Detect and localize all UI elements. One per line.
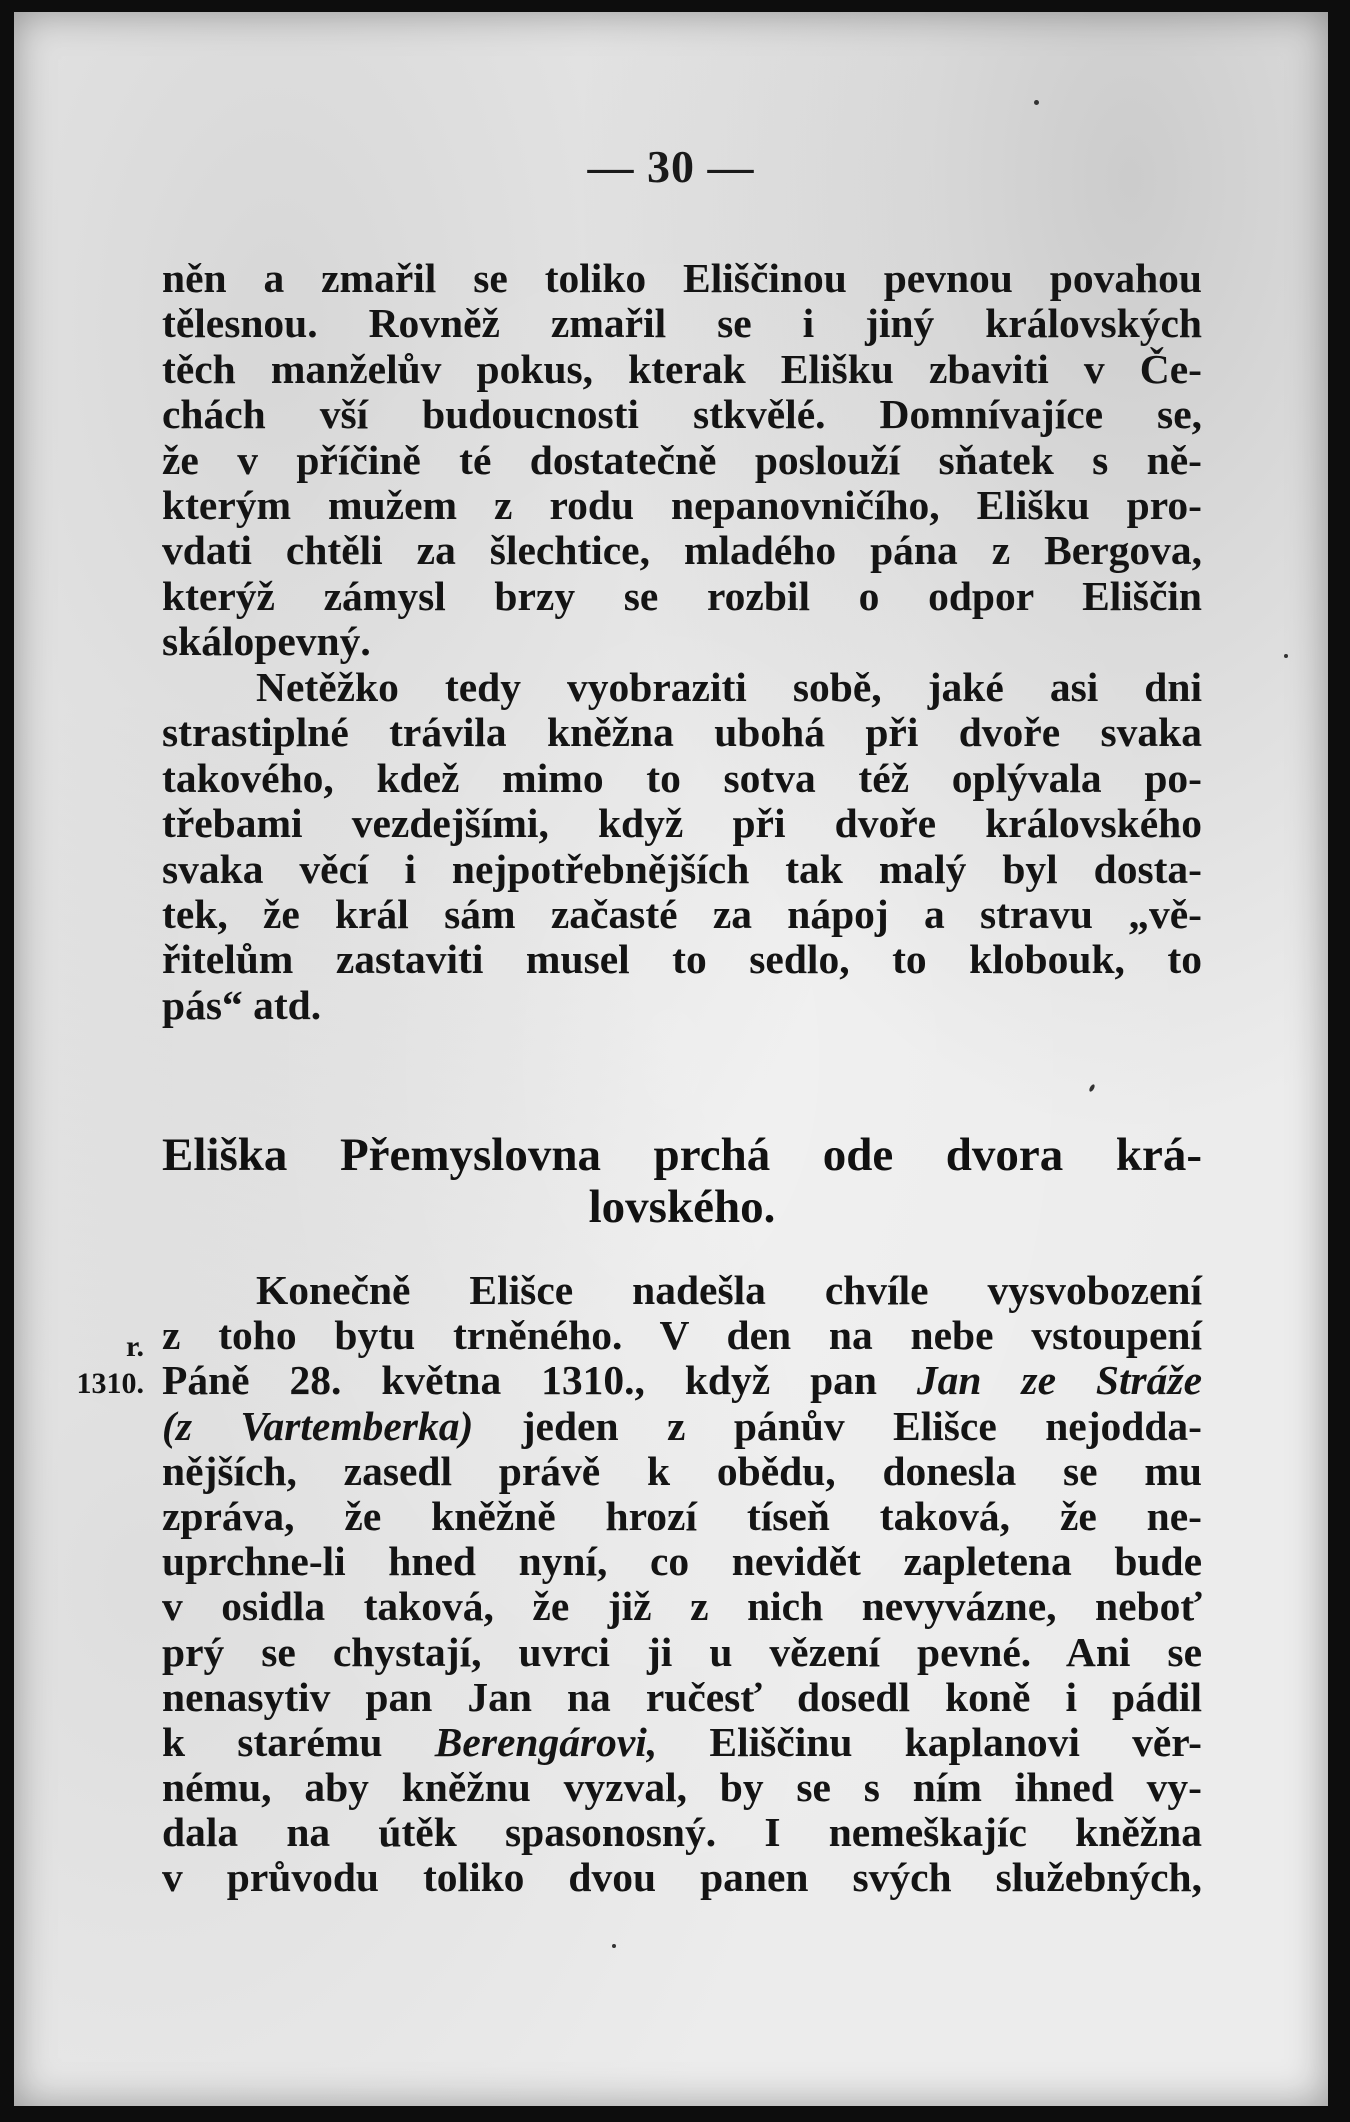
text-line: třebami vezdejšími, když při dvoře královského bbox=[162, 800, 1202, 847]
margin-note-year: 1310. bbox=[76, 1367, 144, 1400]
heading-line: lovského. bbox=[588, 1181, 776, 1233]
text-line: z toho bytu trněného. V den na nebe vstoupení bbox=[162, 1312, 1202, 1359]
text-line: Netěžko tedy vyobraziti sobě, jaké asi dni bbox=[256, 664, 1202, 710]
text-line: dala na útěk spasonosný. I nemeškajíc kněžna bbox=[162, 1809, 1202, 1856]
text-line: nějších, zasedl právě k obědu, donesla se mu bbox=[162, 1447, 1202, 1494]
text-run: Eliščinu kaplanovi věr- bbox=[657, 1718, 1203, 1765]
text-line: vdati chtěli za šlechtice, mladého pána z Bergova, bbox=[162, 527, 1202, 574]
book-page bbox=[14, 12, 1328, 2106]
ink-speck bbox=[1088, 1084, 1095, 1093]
text-line bbox=[162, 1404, 1202, 1449]
text-line: svaka věcí i nejpotřebnějších tak malý byl dosta- bbox=[162, 845, 1202, 892]
text-line: uprchne-li hned nyní, co nevidět zapletena bude bbox=[162, 1538, 1202, 1585]
paragraph-1 bbox=[162, 256, 1202, 665]
text-line: něn a zmařil se toliko Eliščinou pevnou povahou bbox=[162, 255, 1202, 301]
text-line: řitelům zastaviti musel to sedlo, to klobouk, to bbox=[162, 936, 1202, 983]
italic-name: Jan ze Stráže bbox=[916, 1357, 1202, 1404]
paragraph-3 bbox=[162, 1268, 1202, 1901]
text-run: jeden z pánův Elišce nejodda- bbox=[473, 1402, 1202, 1449]
text-run: Páně 28. května 1310., když pan bbox=[162, 1357, 917, 1404]
paragraph-2 bbox=[162, 665, 1202, 1028]
ink-speck bbox=[1284, 654, 1288, 658]
text-line: že v příčině té dostatečně poslouží sňatek s ně- bbox=[162, 436, 1202, 483]
section-heading bbox=[162, 1129, 1202, 1233]
text-line: strastiplné trávila kněžna ubohá při dvoře svaka bbox=[162, 709, 1202, 756]
text-line bbox=[162, 1720, 1202, 1765]
heading-line: Eliška Přemyslovna prchá ode dvora krá- bbox=[162, 1129, 1202, 1181]
text-line: Konečně Elišce nadešla chvíle vysvobození bbox=[256, 1267, 1202, 1313]
text-line: zpráva, že kněžně hrozí tíseň taková, že ne- bbox=[162, 1492, 1202, 1539]
text-line: chách vší budoucnosti stkvělé. Domnívajíce se, bbox=[162, 391, 1202, 438]
text-line: nenasytiv pan Jan na ručesť dosedl koně i pádil bbox=[162, 1673, 1202, 1720]
text-line: kterým mužem z rodu nepanovničího, Elišku pro- bbox=[162, 481, 1202, 528]
text-line: tek, že král sám začasté za nápoj a stravu „vě- bbox=[162, 890, 1202, 937]
margin-note-r: r. bbox=[125, 1330, 144, 1363]
text-line: kterýž zámysl brzy se rozbil o odpor Eliščin bbox=[162, 572, 1202, 619]
page-number: — 30 — bbox=[587, 141, 755, 192]
text-line: nému, aby kněžnu vyzval, by se s ním ihned vy- bbox=[162, 1764, 1202, 1811]
text-line: v průvodu toliko dvou panen svých služebných, bbox=[162, 1854, 1202, 1901]
text-line bbox=[162, 1358, 1202, 1403]
text-line: takového, kdež mimo to sotva též oplývala po- bbox=[162, 754, 1202, 801]
italic-name: Berengárovi, bbox=[434, 1718, 658, 1765]
italic-name: (z Vartemberka) bbox=[162, 1402, 474, 1449]
text-line: prý se chystají, uvrci ji u vězení pevné. Ani se bbox=[162, 1628, 1202, 1675]
text-line: skálopevný. bbox=[162, 618, 371, 665]
text-line: těch manželův pokus, kterak Elišku zbaviti v Če- bbox=[162, 345, 1202, 392]
text-line: tělesnou. Rovněž zmařil se i jiný královských bbox=[162, 300, 1202, 347]
text-line: v osidla taková, že již z nich nevyvázne, neboť bbox=[162, 1583, 1202, 1630]
ink-speck bbox=[612, 1944, 616, 1948]
ink-speck bbox=[1034, 100, 1039, 105]
text-line: pás“ atd. bbox=[162, 981, 322, 1028]
text-run: k starému bbox=[162, 1718, 435, 1765]
